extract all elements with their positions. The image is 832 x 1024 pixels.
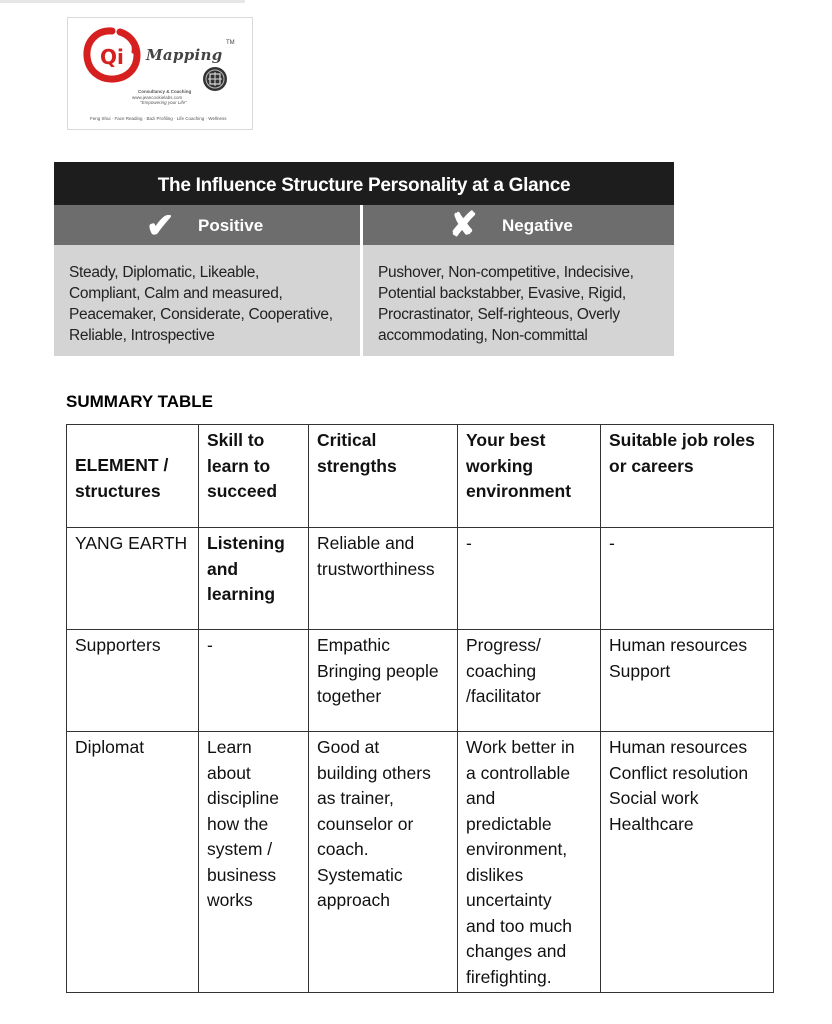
cell-line: Support (609, 660, 671, 681)
cell-line: Social work (609, 788, 699, 808)
table-row (67, 528, 774, 630)
cell-careers (601, 630, 774, 732)
logo-trademark: TM (226, 40, 235, 46)
logo-mark-text: Qi (100, 45, 124, 69)
header-strengths (309, 425, 458, 528)
cell-line: uncertainty (466, 890, 552, 910)
cell-line: - (466, 533, 472, 553)
positive-header (54, 205, 363, 245)
cell-careers (601, 528, 774, 630)
cell-element (67, 528, 199, 630)
header-element-text (75, 428, 191, 504)
header-line: ELEMENT / (75, 455, 169, 475)
enso-circle-logo-mark (82, 26, 142, 84)
negative-label: Negative (502, 216, 573, 235)
negative-trait-line: Pushover, Non-competitive, Indecisive, (378, 264, 634, 281)
cell-line: Healthcare (609, 813, 694, 834)
cell-line: together (317, 686, 382, 706)
positive-traits (54, 245, 363, 356)
positive-trait-line: Peacemaker, Considerate, Cooperative, (69, 306, 333, 323)
glance-title: The Influence Structure Personality at a Glance (54, 162, 674, 205)
header-line: structures (75, 480, 161, 501)
cell-environment (458, 732, 601, 993)
positive-trait-line: Compliant, Calm and measured, (69, 285, 283, 302)
qi-mapping-logo (67, 17, 253, 130)
cell-strengths (309, 630, 458, 732)
cell-skill (199, 630, 309, 732)
cell-line: Systematic (317, 864, 403, 885)
cell-strengths (309, 732, 458, 993)
cell-line: a controllable (466, 762, 571, 783)
cell-line: and (207, 558, 239, 579)
header-line: succeed (207, 481, 278, 501)
cell-line: discipline (207, 788, 279, 808)
header-line: Your best (466, 430, 546, 450)
cell-skill (199, 732, 309, 993)
cell-line: - (207, 635, 213, 655)
cell-line: changes and (466, 941, 567, 961)
cell-skill (199, 528, 309, 630)
positive-trait-line: Steady, Diplomatic, Likeable, (69, 264, 260, 281)
cell-line: and too much (466, 915, 573, 936)
cell-line: Bringing people (317, 660, 439, 681)
negative-trait-line: Procrastinator, Self-righteous, Overly (378, 306, 620, 323)
cell-line: - (609, 533, 615, 553)
check-icon: ✔ (146, 207, 175, 245)
cell-strengths (309, 528, 458, 630)
cell-line: Conflict resolution (609, 762, 749, 783)
header-line: working (466, 455, 534, 476)
logo-tagline-url: www.jeancookielabs.com (132, 95, 183, 100)
cell-line: coaching (466, 660, 537, 681)
negative-trait-line: Potential backstabber, Evasive, Rigid, (378, 285, 626, 302)
cell-careers (601, 732, 774, 993)
cell-line: and (466, 788, 496, 808)
header-line: Critical (317, 430, 377, 450)
cell-line: /facilitator (466, 686, 541, 706)
chinese-emblem-icon (202, 66, 228, 92)
cell-line: about (207, 762, 251, 783)
table-row (67, 732, 774, 993)
header-line: learn to (207, 455, 271, 476)
cell-environment (458, 630, 601, 732)
negative-traits (363, 245, 674, 356)
header-line: Skill to (207, 430, 265, 450)
positive-trait-line: Reliable, Introspective (69, 327, 215, 344)
cell-line: building others (317, 762, 431, 783)
cell-line: environment, (466, 839, 568, 859)
cell-line: Human resources (609, 737, 748, 757)
cell-line: Human resources (609, 635, 748, 655)
cross-icon: ✘ (449, 206, 478, 244)
cell-line: dislikes (466, 864, 524, 885)
cell-line: Diplomat (75, 737, 145, 757)
positive-label: Positive (198, 216, 264, 235)
header-careers (601, 425, 774, 528)
cell-line: counselor or (317, 813, 414, 834)
cell-line: trustworthiness (317, 558, 435, 579)
cell-line: business (207, 864, 277, 885)
cell-line: Listening (207, 533, 285, 553)
logo-wordmark: Mapping (146, 46, 223, 64)
cell-line: system / (207, 839, 273, 859)
cell-line: Empathic (317, 635, 390, 655)
cell-line: Learn (207, 737, 252, 757)
cell-line: Reliable and (317, 533, 415, 553)
cell-line: learning (207, 584, 276, 604)
table-header-row (67, 425, 774, 528)
personality-glance-panel (54, 162, 674, 356)
cell-environment (458, 528, 601, 630)
cell-line: YANG EARTH (75, 533, 188, 553)
cell-line: as trainer, (317, 788, 394, 808)
cell-line: coach. (317, 839, 369, 859)
cell-line: Supporters (75, 635, 161, 655)
cell-line: Good at (317, 737, 380, 757)
summary-table (66, 424, 774, 993)
header-skill (199, 425, 309, 528)
glance-body-row (54, 245, 674, 356)
cell-line: works (207, 890, 253, 910)
cell-line: Work better in (466, 737, 575, 757)
cell-line: how the (207, 813, 269, 834)
header-environment (458, 425, 601, 528)
logo-tagline-motto: "Empowering your Life" (140, 100, 187, 105)
top-edge-line (0, 0, 245, 3)
logo-services-line: Feng Shui · Face Reading · Bazi Profiling · Life Coaching · Wellness (90, 116, 227, 121)
header-line: environment (466, 481, 572, 501)
table-row (67, 630, 774, 732)
negative-trait-line: accommodating, Non-committal (378, 327, 588, 344)
logo-tagline-company: Consultancy & Coaching (138, 89, 192, 94)
cell-line: Progress/ (466, 635, 541, 655)
negative-header (363, 205, 674, 245)
header-line: strengths (317, 455, 397, 476)
header-element (67, 425, 199, 528)
header-line: or careers (609, 455, 694, 476)
summary-table-title: SUMMARY TABLE (66, 392, 214, 411)
cell-line: firefighting. (466, 966, 552, 987)
header-line: Suitable job roles (609, 430, 755, 450)
cell-element (67, 732, 199, 993)
cell-line: approach (317, 890, 390, 910)
cell-line: predictable (466, 813, 552, 834)
glance-header-row (54, 205, 674, 245)
cell-element (67, 630, 199, 732)
